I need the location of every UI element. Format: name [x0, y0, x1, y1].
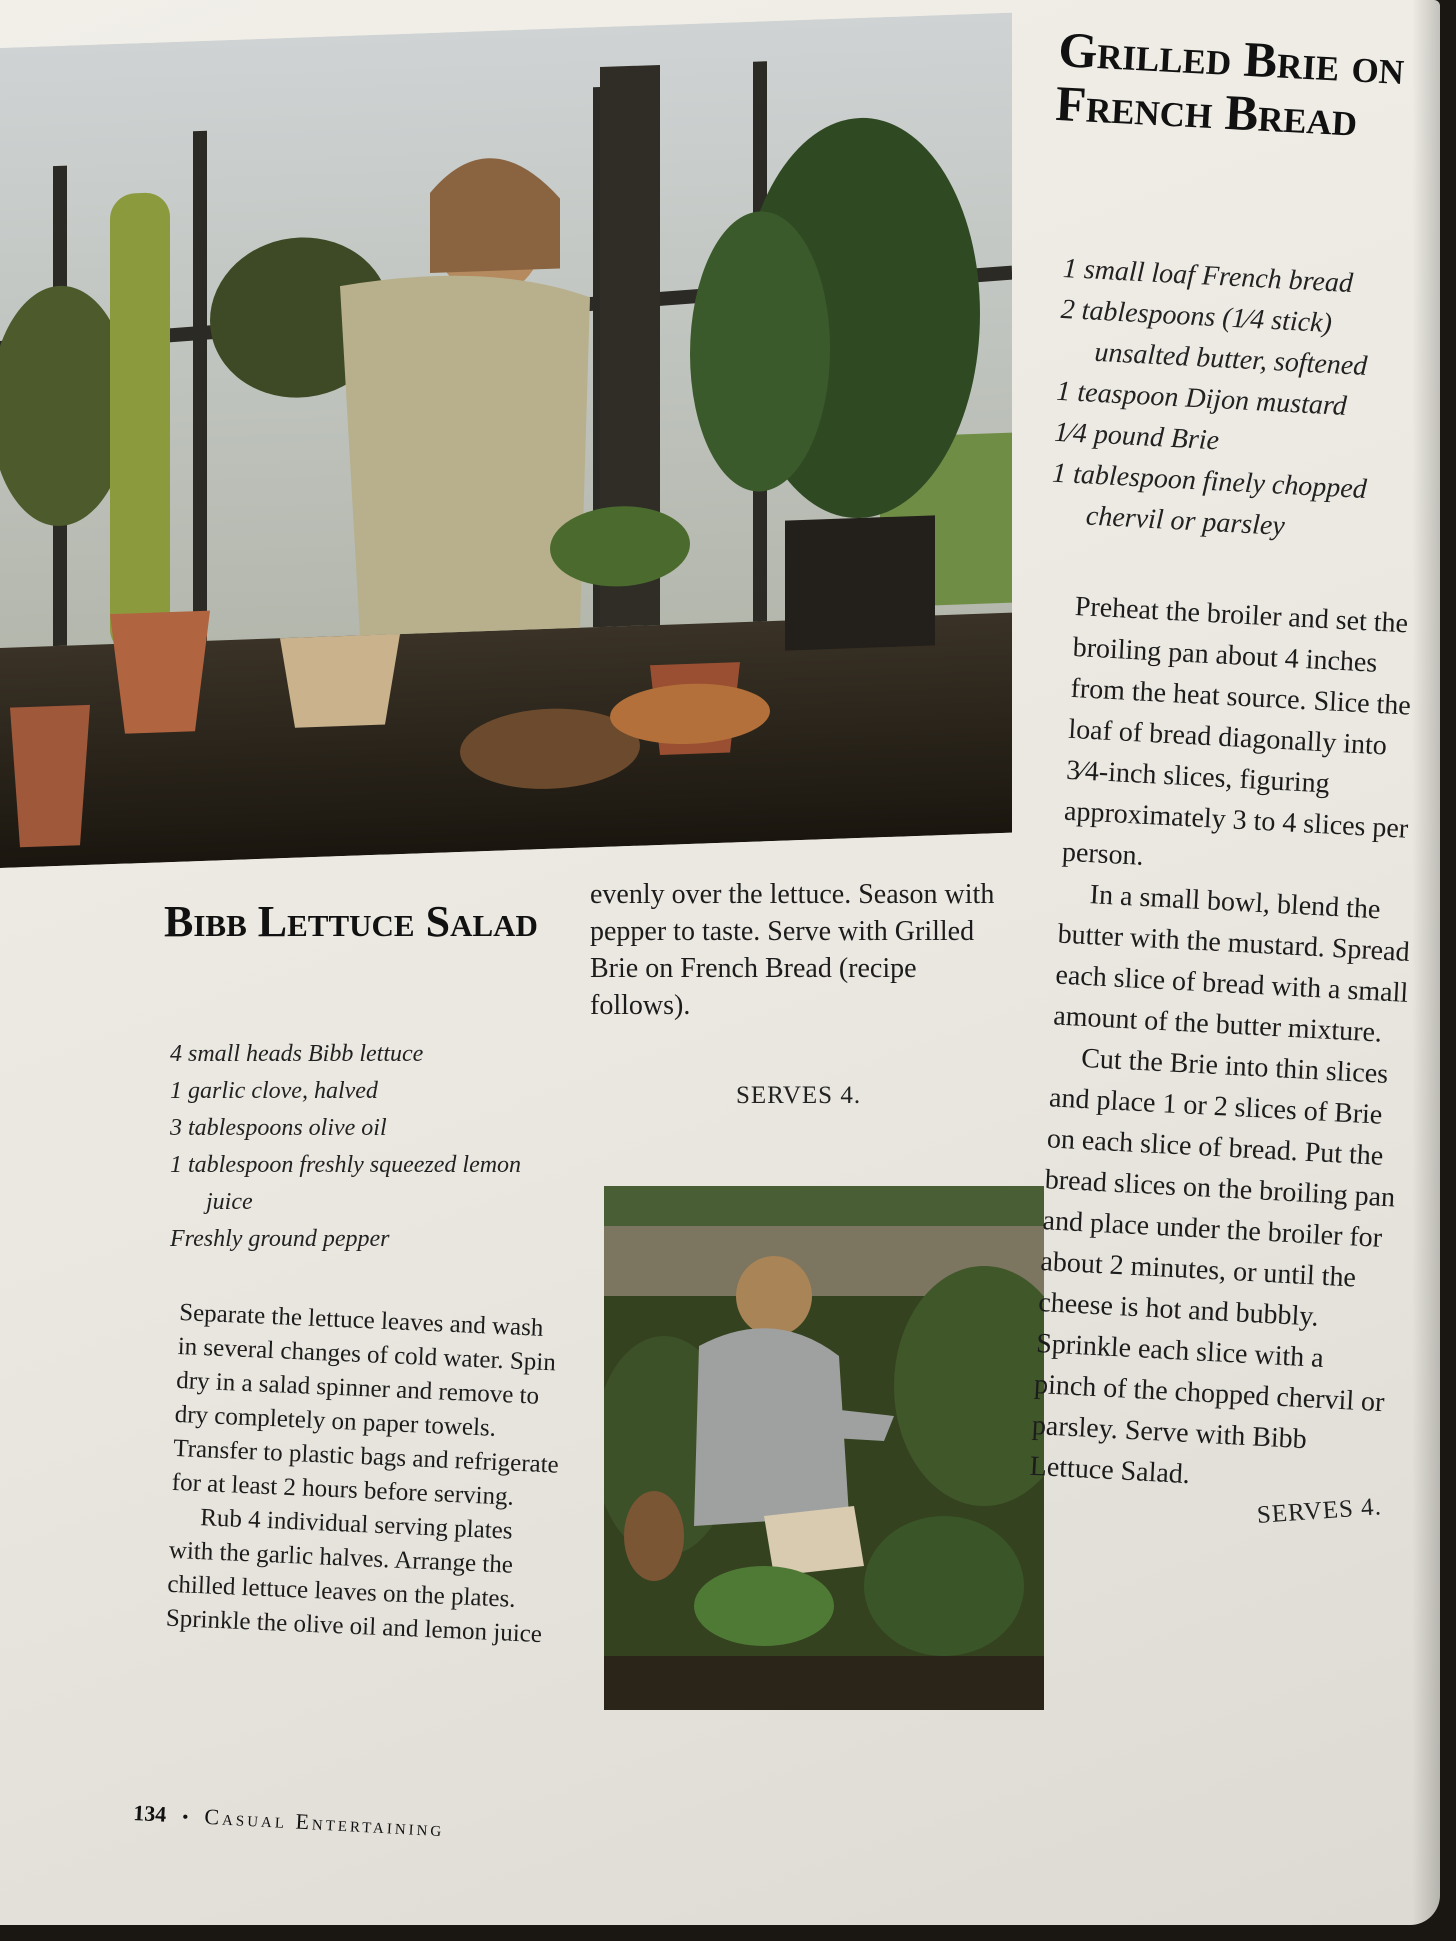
- method-paragraph: Separate the lettuce leaves and wash in several changes of cold water. Spin dry in a salad spinner and remove to dry completely on paper towels. Transfer to plastic bags and refrigerate for at least 2 hours before serving.: [171, 1298, 560, 1511]
- ingredient-item: 1 small loaf French bread: [1062, 252, 1354, 300]
- ingredient-item: 1 tablespoon finely chopped chervil or parsley: [1051, 457, 1368, 542]
- ingredient-item: 1⁄4 pound Brie: [1053, 416, 1220, 457]
- photo-greenhouse: [0, 13, 1012, 868]
- garden-illustration: [604, 1186, 1044, 1710]
- method-salad: [165, 1296, 569, 1653]
- ingredient-item: 1 tablespoon freshly squeezed lemon juice: [170, 1152, 522, 1215]
- section-name: Casual Entertaining: [203, 1803, 446, 1842]
- ingredient-item: 1 teaspoon Dijon mustard: [1055, 375, 1348, 422]
- page-edge-shadow: [1412, 0, 1440, 1925]
- serves-salad: SERVES 4.: [736, 1082, 862, 1109]
- recipe-title-salad: Bibb Lettuce Salad: [164, 897, 538, 946]
- ingredient-list-brie: [1049, 248, 1434, 554]
- method-paragraph: In a small bowl, blend the butter with the mustard. Spread each slice of bread with a small amount of the butter mixture.: [1052, 879, 1411, 1049]
- method-paragraph: Preheat the broiler and set the broiling pan about 4 inches from the heat source. Slice the loaf of bread diagonally into 3⁄4-inch slices, figuring approximately 3 to 4 slices per person.: [1061, 590, 1412, 872]
- method-paragraph: Cut the Brie into thin slices and place 1 or 2 slices of Brie on each slice of bread. Put the bread slices on the broiling pan and place under the broiler for about 2 minutes, or until the cheese is hot and bubbly. Sprinkle each slice with a pinch of the chopped chervil or parsley. Serve with Bibb Lettuce Salad.: [1029, 1042, 1396, 1491]
- serves-brie: SERVES 4.: [1256, 1493, 1383, 1529]
- greenhouse-illustration: [0, 13, 1012, 868]
- ingredient-item: 4 small heads Bibb lettuce: [170, 1041, 424, 1067]
- page-number: 134: [132, 1800, 167, 1827]
- ingredient-list-salad: [170, 1036, 570, 1258]
- ingredient-item: 2 tablespoons (1⁄4 stick) unsalted butter, softened: [1059, 293, 1369, 383]
- method-paragraph: Rub 4 individual serving plates with the garlic halves. Arrange the chilled lettuce leaves on the plates. Sprinkle the olive oil and lemon juice: [165, 1504, 543, 1649]
- method-salad-continued: [590, 876, 1020, 1024]
- method-brie: [1029, 586, 1431, 1505]
- photo-garden: [604, 1186, 1044, 1710]
- recipe-title-brie: Grilled Brie on French Bread: [1054, 21, 1406, 147]
- ingredient-item: 1 garlic clove, halved: [170, 1078, 378, 1104]
- footer-bullet: •: [181, 1806, 190, 1827]
- ingredient-item: Freshly ground pepper: [170, 1226, 390, 1252]
- page-footer: [133, 1800, 445, 1842]
- method-paragraph: evenly over the lettuce. Season with pepper to taste. Serve with Grilled Brie on French Bread (recipe follows).: [590, 879, 995, 1021]
- ingredient-item: 3 tablespoons olive oil: [170, 1115, 387, 1141]
